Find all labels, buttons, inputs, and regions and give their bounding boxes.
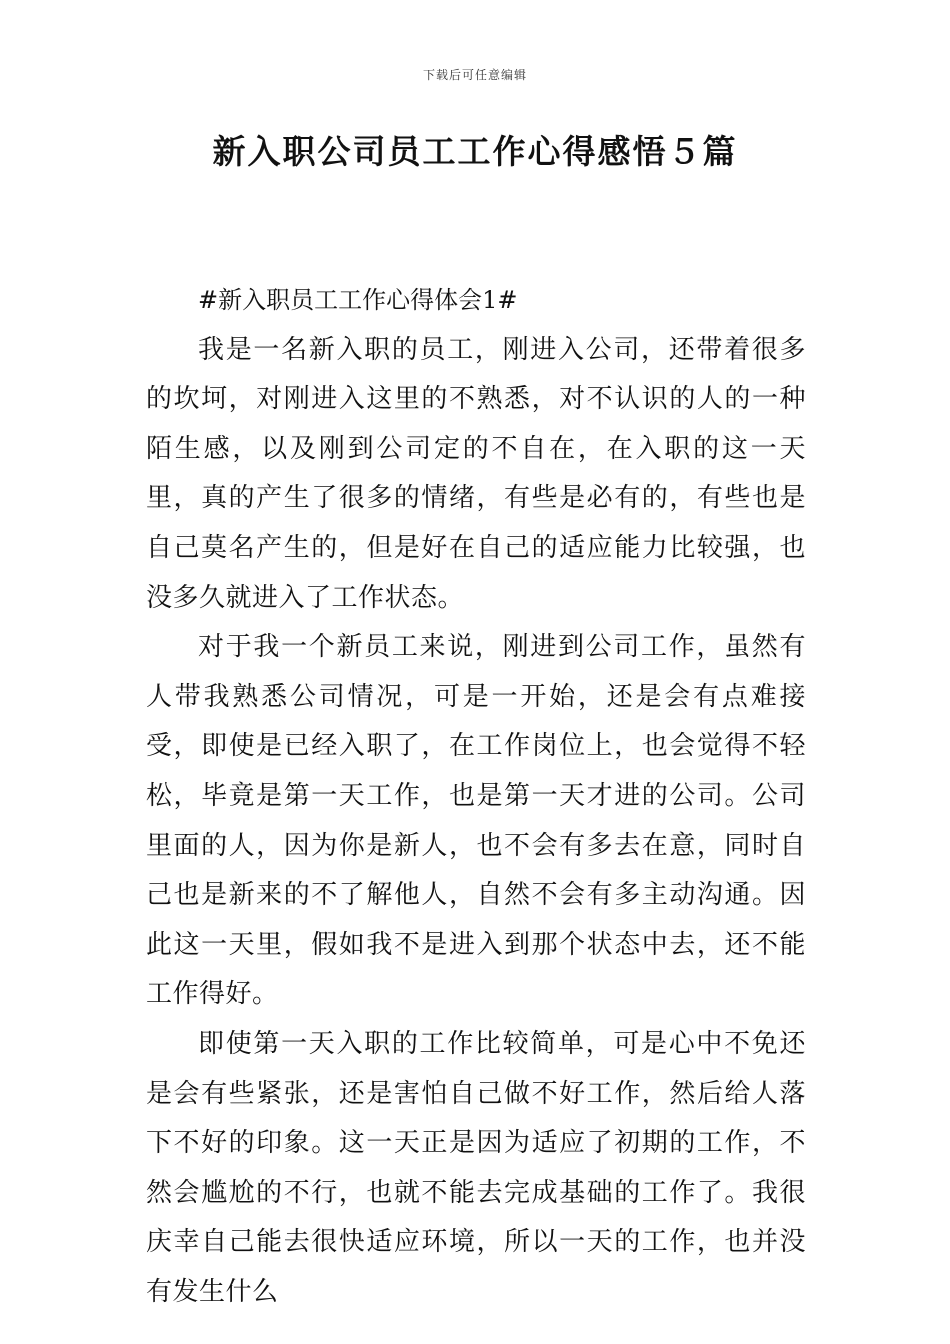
- paragraph-1: 我是一名新入职的员工，刚进入公司，还带着很多的坎坷，对刚进入这里的不熟悉，对不认识的人的一种陌生感，以及刚到公司定的不自在，在入职的这一天里，真的产生了很多的情绪，有些是必有的，有些也是自己莫名产生的，但是好在自己的适应能力比较强，也没多久就进入了工作状态。: [146, 334, 806, 613]
- document-title: 新入职公司员工工作心得感悟５篇: [212, 132, 738, 171]
- page-header-note: 下载后可任意编辑: [422, 68, 527, 82]
- paragraph-3: 即使第一天入职的工作比较简单，可是心中不免还是会有些紧张，还是害怕自己做不好工作，然后给人落下不好的印象。这一天正是因为适应了初期的工作，不然会尴尬的不行，也就不能去完成基础的工作了。我很庆幸自己能去很快适应环境，所以一天的工作，也并没有发生什么: [146, 1028, 806, 1307]
- document-body: [146, 276, 806, 1317]
- paragraph-2: 对于我一个新员工来说，刚进到公司工作，虽然有人带我熟悉公司情况，可是一开始，还是会有点难接受，即使是已经入职了，在工作岗位上，也会觉得不轻松，毕竟是第一天工作，也是第一天才进的公司。公司里面的人，因为你是新人，也不会有多去在意，同时自己也是新来的不了解他人，自然不会有多主动沟通。因此这一天里，假如我不是进入到那个状态中去，还不能工作得好。: [146, 632, 806, 1010]
- section-heading: #新入职员工工作心得体会1#: [198, 286, 518, 314]
